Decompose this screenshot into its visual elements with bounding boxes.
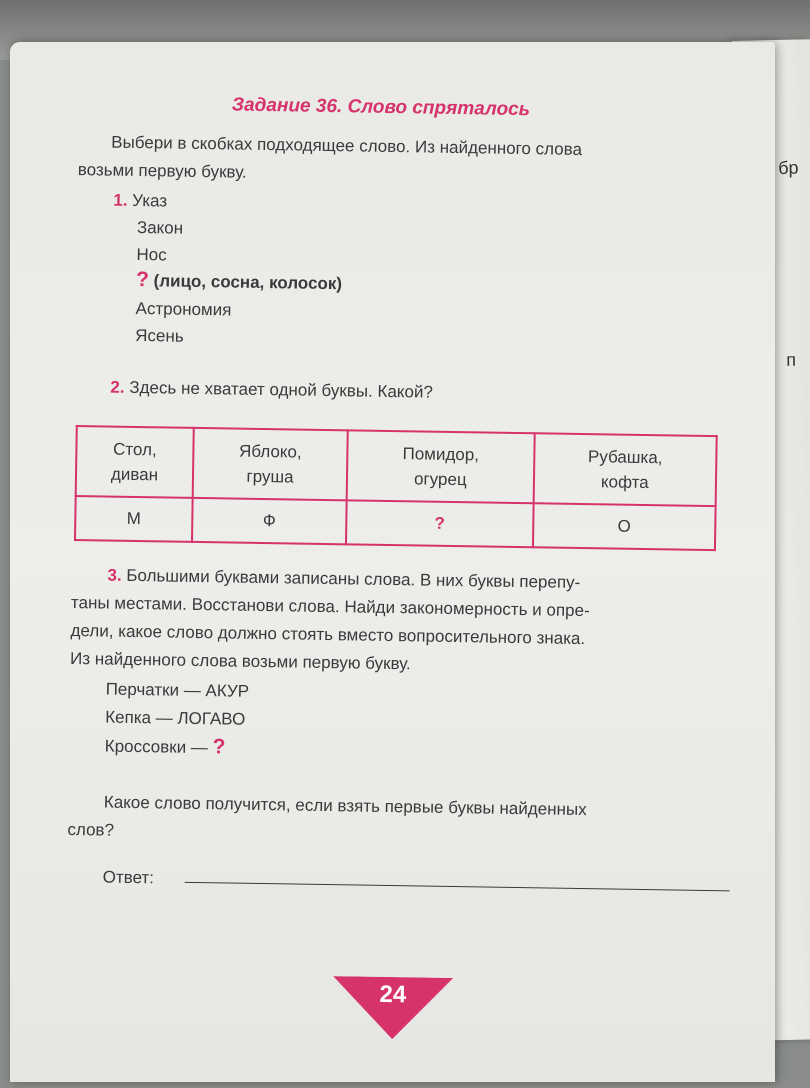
- table-header-row: [76, 426, 717, 506]
- q1-word: Закон: [136, 217, 184, 238]
- q1-word: Астрономия: [135, 298, 232, 320]
- letter-table: [74, 425, 718, 551]
- q2-text: Здесь не хватает одной буквы. Какой?: [129, 377, 434, 402]
- table-cell-letter: О: [533, 503, 716, 550]
- q1-word: Указ: [132, 190, 168, 211]
- table-cell-question-mark: ?: [346, 500, 533, 547]
- q3-number: 3.: [107, 565, 122, 585]
- q2-number: 2.: [110, 377, 125, 397]
- final-question-line: слов?: [67, 819, 115, 840]
- table-letter-row: [75, 496, 716, 550]
- q1-item: [113, 191, 167, 212]
- q3-line: таны местами. Восстанови слова. Найди закономерность и опре-: [70, 592, 590, 621]
- table-cell: Яблоко, груша: [193, 428, 348, 500]
- q1-word: Ясень: [135, 325, 184, 346]
- table-cell: Рубашка, кофта: [533, 433, 716, 506]
- table-cell-letter: Ф: [192, 498, 347, 544]
- intro-line-2: возьми первую букву.: [77, 160, 247, 182]
- page-content: [2, 36, 783, 1088]
- q3-pair: Перчатки — АКУР: [105, 679, 250, 701]
- q3-pair: Кепка — ЛОГАВО: [105, 707, 246, 729]
- answer-line[interactable]: [185, 882, 730, 892]
- q3-line: [107, 566, 580, 593]
- table-cell-letter: М: [75, 496, 193, 542]
- q1-word: Нос: [136, 244, 167, 265]
- final-question-line: Какое слово получится, если взять первые буквы найденных: [103, 792, 587, 820]
- q3-pair-text: Кроссовки —: [104, 736, 209, 758]
- page-number: 24: [379, 980, 407, 1009]
- page-number-badge: [332, 976, 453, 1040]
- intro-line-1: Выбери в скобках подходящее слово. Из найденного слова: [111, 132, 583, 159]
- q3-pair: [105, 734, 226, 760]
- q2-prompt: [110, 378, 433, 403]
- q3-line: Из найденного слова возьми первую букву.: [69, 648, 411, 674]
- task-title: Задание 36. Слово спряталось: [231, 94, 531, 121]
- q3-text: Большими буквами записаны слова. В них буквы перепу-: [126, 565, 581, 592]
- q1-missing-row: [136, 268, 342, 295]
- question-mark: ?: [135, 267, 150, 292]
- table-cell: Стол, диван: [76, 426, 194, 498]
- answer-label: Ответ:: [102, 867, 155, 888]
- table-cell: Помидор, огурец: [347, 430, 535, 503]
- q1-number: 1.: [113, 190, 128, 210]
- q1-options: (лицо, сосна, колосок): [153, 271, 343, 294]
- next-page-fragment: бр: [777, 157, 799, 178]
- workbook-page: [10, 42, 775, 1082]
- q3-line: дели, какое слово должно стоять вместо вопросительного знака.: [70, 620, 586, 649]
- next-page-fragment: п: [786, 349, 797, 370]
- question-mark: ?: [212, 735, 226, 759]
